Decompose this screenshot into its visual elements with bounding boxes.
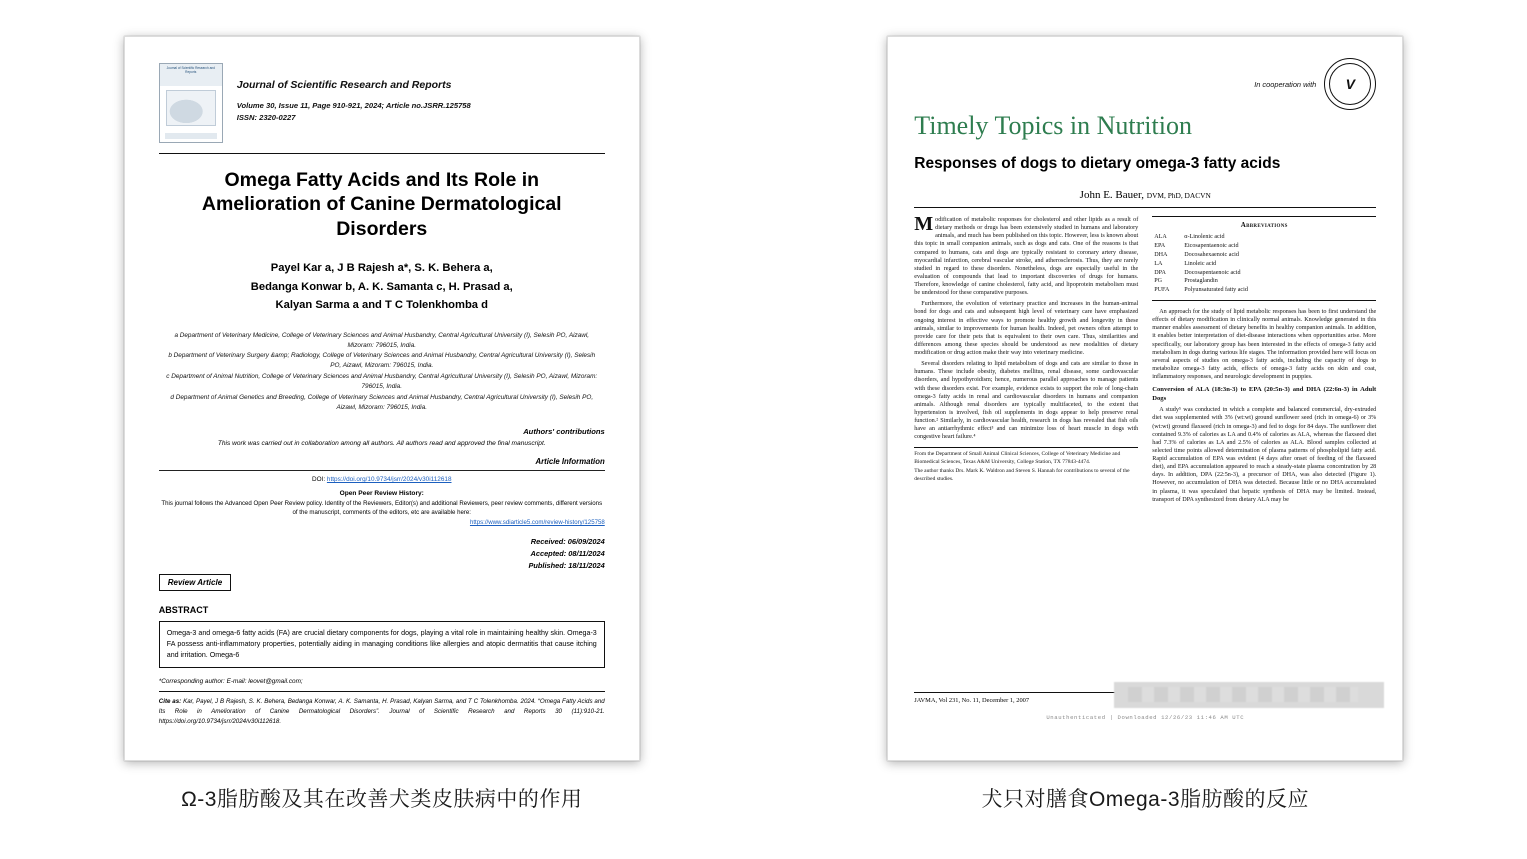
abstract-text: Omega-3 and omega-6 fatty acids (FA) are crucial dietary components for dogs, playing a vital role in maintaining healthy skin. Omega-3 FA possess anti-inflammatory properties, potentially aiding in managing conditions like allergies and atopic dermatitis that cause itching and irritation. Omega-6 <box>159 621 605 668</box>
right-paper-page <box>887 36 1403 761</box>
author-degrees: DVM, PhD, DACVN <box>1146 191 1211 200</box>
journal-issn: ISSN: 2320-0227 <box>236 113 296 123</box>
article-information-heading: Article Information <box>535 457 605 467</box>
doi-link[interactable]: https://doi.org/10.9734/jsrr/2024/v30i112618 <box>326 476 452 484</box>
author-line: Kalyan Sarma a and T C Tolenkhomba d <box>275 299 488 312</box>
journal-cover-title: Journal of Scientific Research and Reports <box>166 66 215 74</box>
left-paper-page <box>124 36 640 761</box>
paragraph-text: odification of metabolic responses for cholesterol and other lipids as a result of dietary methods or drugs has been extensively studied in humans and laboratory animals, and much has been published on this topic. However, less is known about this topic in small companion animals, such as dogs and cats. One of the reasons is that compared to humans, cats and dogs are typically resistant to coronary artery disease, myocardial infarction, cerebral vascular stroke, and atherosclerosis. Thus, they are rarely studied in regard to these disorders. Nonetheless, dogs are especially useful in the evaluation of compounds that lead to important discoveries of drugs for humans. Therefore, knowledge of canine cholesterol, fatty acid, and lipoprotein metabolism must be understood for these comparative purposes. <box>914 217 1139 297</box>
abbreviations-box <box>1152 216 1376 301</box>
publication-dates <box>528 536 604 572</box>
abstract-heading: ABSTRACT <box>158 604 209 615</box>
abbreviation-key: DHA <box>1154 251 1168 258</box>
body-paragraph <box>914 213 1139 297</box>
affiliations <box>165 331 599 413</box>
left-caption: Ω-3脂肪酸及其在改善犬类皮肤病中的作用 <box>181 788 583 811</box>
abbreviation-value: α-Linolenic acid <box>1184 234 1225 241</box>
body-column-left <box>914 213 1139 686</box>
journal-cover-image <box>166 90 216 126</box>
review-history-link[interactable]: https://www.sdiarticle5.com/review-history/125758 <box>469 519 605 527</box>
affiliation-item: c Department of Animal Nutrition, College of Veterinary Sciences and Animal Husbandry, Central Agricultural University (I), Selesih PO, Aizawl, Mizoram: 796015, India. <box>166 373 598 391</box>
abbreviation-row <box>1154 277 1374 286</box>
abbreviation-row <box>1154 269 1374 278</box>
abbreviation-value: Prostaglandin <box>1184 278 1218 285</box>
journal-volume-line: Volume 30, Issue 11, Page 910-921, 2024; Article no.JSRR.125758 <box>236 101 471 110</box>
cooperation-label: In cooperation with <box>1254 79 1317 89</box>
left-document-column <box>72 36 692 813</box>
footnote-acknowledgment: The author thanks Drs. Mark K. Waldron and Steven S. Hannah for contributions to several of the described studies. <box>914 468 1130 482</box>
abbreviation-key: DPA <box>1154 269 1166 276</box>
title-divider <box>914 207 1376 208</box>
download-stamp: Unauthenticated | Downloaded 12/26/23 11:46 AM UTC <box>1046 714 1245 721</box>
abbreviation-key: ALA <box>1154 234 1167 241</box>
cooperation-header <box>914 59 1376 109</box>
affiliation-item: b Department of Veterinary Surgery &amp; Radiology, College of Veterinary Sciences and Animal Husbandry, Central Agricultural University (I), Selesih PO, Aizawl, Mizoram: 796015, India. <box>168 352 596 370</box>
corresponding-author-note: *Corresponding author: E-mail: leovet@gmail.com; <box>158 677 303 685</box>
abbreviations-heading: Abbreviations <box>1240 221 1288 229</box>
article-author <box>914 189 1376 201</box>
subsection-heading: Conversion of ALA (18:3n-3) to EPA (20:5n-3) and DHA (22:6n-3) in Adult Dogs <box>1152 386 1377 402</box>
author-list <box>159 259 605 314</box>
right-document-column <box>835 36 1455 813</box>
authors-contributions-heading: Authors' contributions <box>523 426 605 436</box>
body-paragraph: Furthermore, the evolution of veterinary practice and increases in the human-animal bond for dogs and cats and subsequent high level of veterinary care have emphasized ongoing interest in effective ways to promote healthy growth and longevity in these animals, similar to improvements for human health. Indeed, pet owners often attempt to provide care for their pets that is equivalent to their own care. Thus, similarities and differences among these species should be understood as new modalities of dietary modification or drug action make their way into veterinary medicine. <box>914 301 1139 356</box>
abbreviation-value: Eicosapentaenoic acid <box>1184 243 1239 250</box>
citation-block <box>159 697 605 727</box>
authors-contributions-text: This work was carried out in collaboration among all authors. All authors read and approved the final manuscript. <box>217 439 546 447</box>
open-peer-review-heading: Open Peer Review History: <box>339 490 424 498</box>
affiliation-item: a Department of Veterinary Medicine, College of Veterinary Sciences and Animal Husbandry, Central Agricultural University (I), Selesih PO, Aizawl, Mizoram: 796015, India. <box>174 331 590 349</box>
abbreviation-value: Docosahexaenoic acid <box>1184 251 1239 258</box>
citation-divider <box>159 691 605 692</box>
avma-seal-icon <box>1324 58 1376 110</box>
affiliation-item: d Department of Animal Genetics and Breeding, College of Veterinary Sciences and Animal Husbandry, Central Agricultural University (I), Selesih PO, Aizawl, Mizoram: 796015, India. <box>170 394 594 412</box>
abbreviation-row <box>1154 251 1374 260</box>
abbreviation-value: Polyunsaturated fatty acid <box>1184 287 1248 294</box>
article-type-badge: Review Article <box>159 574 231 591</box>
redaction-overlay <box>1114 682 1384 708</box>
body-paragraph: Several disorders relating to lipid metabolism of dogs and cats are similar to those in humans. These include obesity, diabetes mellitus, renal disease, some cardiovascular disorders, and hypothyroidism; hence, numerous parallel approaches to manage patients with these disorders exist. For example, evidence exists to support the role of long-chain omega-3 fatty acids in renal and cardiovascular disorders in humans and companion animals. Although renal disorders are typically multifaceted, to the extent that hypertension is involved, fish oil supplements in dogs appear to help preserve renal function.² Similarly, in cardiovascular health, research in dogs has revealed that fish oils have an antiarrhythmic effect³ and can minimize loss of heart muscle in dogs with congestive heart failure.⁴ <box>914 361 1139 441</box>
citation-label: Cite as: <box>158 697 182 705</box>
body-paragraph: An approach for the study of lipid metabolic responses has been to first understand the effects of dietary modification in clinically normal animals. Knowledge generated in this manner enables assessment of dietary benefits in healthy companion animals. In addition, it enables better interpretation of diet-disease interactions when opportunities arise. More specifically, our laboratory group has been interested in the effects of omega-3 fatty acid metabolism in dogs during various life stages. The information provided here will focus on several aspects of studies on omega-3 fatty acids, including the capacity of dogs to metabolize omega-3 fatty acids, effects of omega-3 fatty acids on skin and coat, inflammatory responses, and neurologic development in puppies. <box>1152 309 1377 381</box>
paper-title: Omega Fatty Acids and Its Role in Amelioration of Canine Dermatological Disorders <box>201 169 562 240</box>
doi-line <box>159 476 605 483</box>
journal-cover-footer <box>165 133 217 139</box>
author-line: Bedanga Konwar b, A. K. Samanta c, H. Prasad a, <box>250 280 513 293</box>
abbreviation-key: LA <box>1154 260 1163 267</box>
right-caption: 犬只对膳食Omega-3脂肪酸的反应 <box>981 788 1310 811</box>
received-date: Received: 06/09/2024 <box>530 537 605 547</box>
footnote-affiliation: From the Department of Small Animal Clinical Sciences, College of Veterinary Medicine and Biomedical Sciences, Texas A&M University, College Station, TX 77843-4474. <box>914 451 1121 465</box>
header-divider <box>159 153 605 154</box>
seal-letter: V <box>1345 76 1355 92</box>
abbreviation-row <box>1154 286 1374 295</box>
open-peer-review-text: This journal follows the Advanced Open Peer Review policy. Identity of the Reviewers, Editor(s) and additional Reviewers, peer review comments, different versions of the manuscript, comments of the editors, etc are available here: <box>161 500 603 517</box>
journal-header <box>159 63 605 143</box>
section-title: Timely Topics in Nutrition <box>914 111 1192 140</box>
drop-cap: M <box>914 213 934 235</box>
abbreviation-key: EPA <box>1154 243 1166 250</box>
author-name: John E. Bauer, <box>1079 189 1144 201</box>
author-line: Payel Kar a, J B Rajesh a*, S. K. Behera a, <box>270 262 493 275</box>
abbreviation-key: PUFA <box>1154 287 1170 294</box>
journal-name: Journal of Scientific Research and Reports <box>236 79 452 91</box>
abbreviation-value: Docosapentaenoic acid <box>1184 269 1241 276</box>
dates-row <box>159 536 605 572</box>
body-column-right <box>1152 216 1376 686</box>
footer-journal-citation: JAVMA, Vol 231, No. 11, December 1, 2007 <box>914 697 1030 704</box>
journal-meta <box>237 63 605 124</box>
published-date: Published: 18/11/2024 <box>528 561 605 571</box>
citation-text: Kar, Payel, J B Rajesh, S. K. Behera, Bedanga Konwar, A. K. Samanta, H. Prasad, Kalyan Sarma, and T C Tolenkhomba. 2024. “Omega Fatty Acids and Its Role in Amelioration of Canine Dermatological Disorders”. Journal of Scientific Research and Reports 30 (11):910-21. https://doi.org/10.9734/jsrr/2024/v30i112618. <box>158 697 605 725</box>
article-info-divider <box>159 470 605 471</box>
abbreviation-value: Linoleic acid <box>1184 260 1217 267</box>
abbreviation-row <box>1154 242 1374 251</box>
two-column-body <box>914 213 1377 686</box>
accepted-date: Accepted: 08/11/2024 <box>530 549 605 559</box>
body-paragraph: A study⁵ was conducted in which a complete and balanced commercial, dry-extruded diet was supplemented with 3% (wt:wt) ground sunflower seed (rich in omega-6) or 3% (wt:wt) ground flaxseed (rich in omega-3) and fed to dogs for 84 days. The sunflower diet contained 9.3% of calories as LA and 0.4% of calories as ALA, whereas the flaxseed diet had 7.3% of calories as LA and 2.5% of calories as ALA. Blood samples collected at selected time points allowed determination of plasma patterns of phospholipid fatty acid. Rapid accumulation of EPA was evident (4 days after onset of feeding of the flaxseed diet), and EPA accumulation appeared to reach a steady-state plasma concentration by 28 days. In addition, DPA (22:5n-3), a precursor of DHA, was also detected (Figure 1). However, no accumulation of DHA was detected. Because little or no DHA accumulated in plasma, it was speculated that hepatic synthesis of DHA may be limited. Instead, transport of DPA synthesized from dietary ALA may be <box>1152 407 1377 503</box>
article-title: Responses of dogs to dietary omega-3 fatty acids <box>914 155 1281 172</box>
doi-label: DOI: <box>311 476 327 484</box>
column-footnotes <box>914 447 1138 483</box>
abbreviation-key: PG <box>1154 278 1163 285</box>
journal-cover-thumbnail <box>159 63 223 143</box>
abbreviation-row <box>1154 233 1374 242</box>
abbreviation-row <box>1154 260 1374 269</box>
